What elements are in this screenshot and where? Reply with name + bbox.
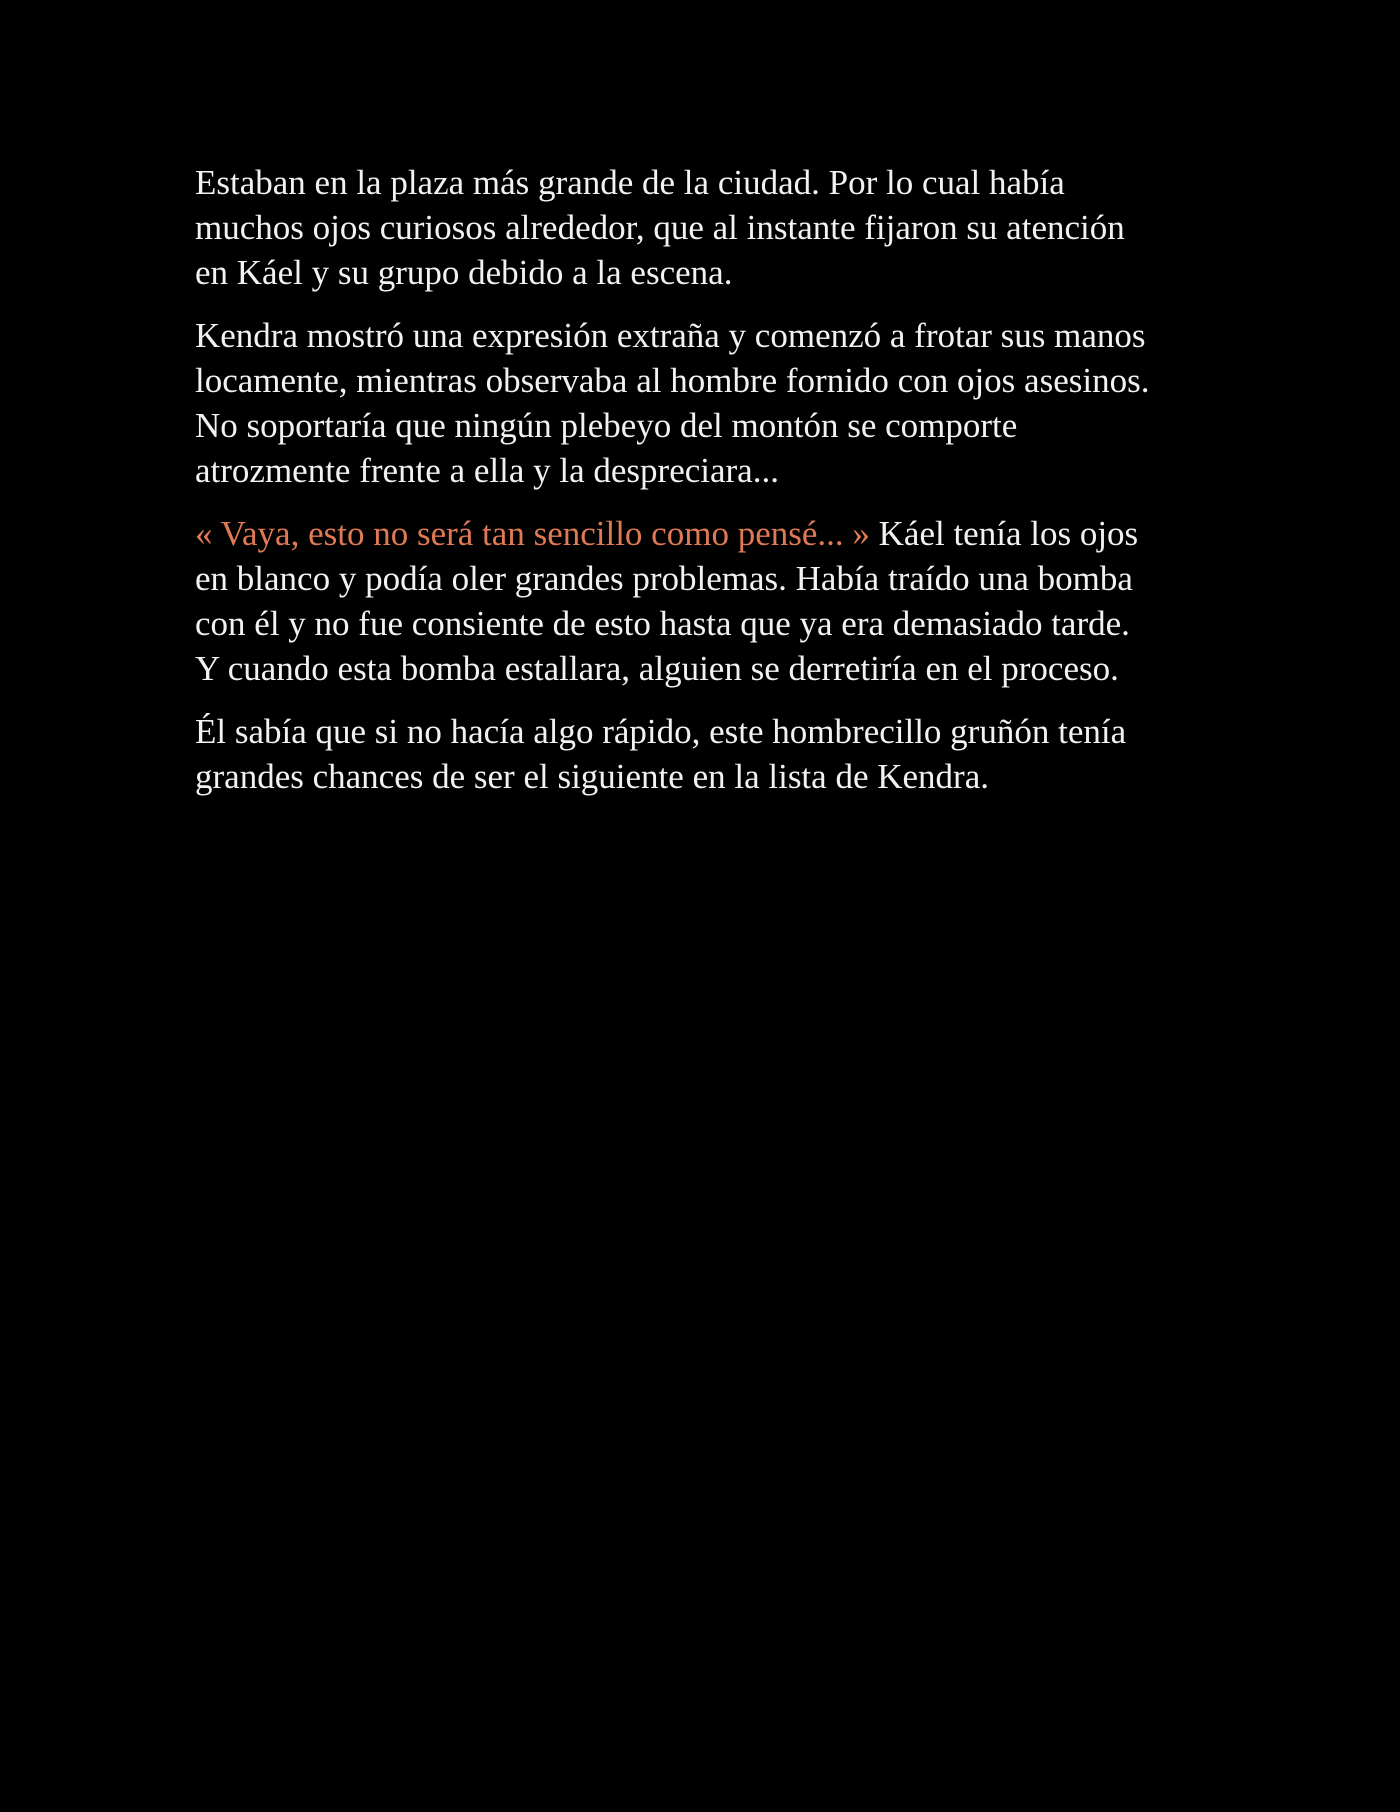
paragraph-first-line: [195, 511, 1225, 556]
paragraph-1: [195, 160, 1225, 295]
paragraph-4: [195, 709, 1225, 799]
paragraph-line: Estaban en la plaza más grande de la ciudad. Por lo cual había: [195, 163, 1065, 202]
paragraph-line: atrozmente frente a ella y la despreciara...: [195, 451, 779, 490]
paragraph-2: [195, 313, 1225, 493]
paragraph-line: en blanco y podía oler grandes problemas. Había traído una bomba: [195, 559, 1133, 598]
paragraph-line: No soportaría que ningún plebeyo del montón se comporte: [195, 406, 1018, 445]
inner-thought-quote: « Vaya, esto no será tan sencillo como pensé... »: [195, 514, 870, 553]
paragraph-line: Él sabía que si no hacía algo rápido, este hombrecillo gruñón tenía: [195, 712, 1127, 751]
paragraph-line: Kendra mostró una expresión extraña y comenzó a frotar sus manos: [195, 316, 1146, 355]
paragraph-line: en Káel y su grupo debido a la escena.: [195, 253, 733, 292]
story-text: [195, 160, 1225, 817]
paragraph-line-rest: Káel tenía los ojos: [869, 514, 1139, 553]
paragraph-line: con él y no fue consiente de esto hasta que ya era demasiado tarde.: [195, 604, 1130, 643]
paragraph-line: locamente, mientras observaba al hombre fornido con ojos asesinos.: [195, 361, 1150, 400]
paragraph-line: Y cuando esta bomba estallara, alguien se derretiría en el proceso.: [195, 649, 1119, 688]
paragraph-line: muchos ojos curiosos alrededor, que al instante fijaron su atención: [195, 208, 1125, 247]
paragraph-3: [195, 511, 1225, 691]
paragraph-line: grandes chances de ser el siguiente en la lista de Kendra.: [195, 757, 989, 796]
